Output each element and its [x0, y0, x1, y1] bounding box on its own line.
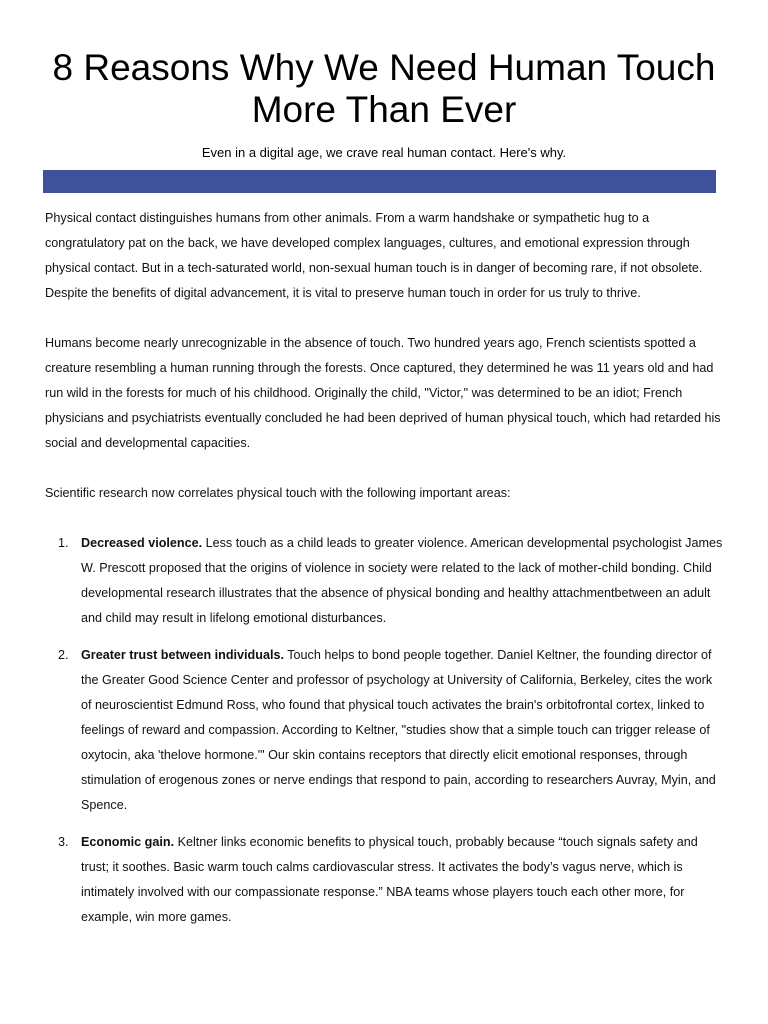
page-subtitle: Even in a digital age, we crave real human contact. Here's why. [201, 145, 567, 160]
article-body [45, 206, 725, 942]
page-title: 8 Reasons Why We Need Human Touch More Than Ever [52, 47, 716, 130]
list-item-lead: Economic gain. [81, 835, 175, 849]
header-divider-bar [43, 170, 716, 193]
list-item-number: 3. [58, 835, 69, 849]
paragraph-intro: Physical contact distinguishes humans from other animals. From a warm handshake or sympathetic hug to a congratulatory pat on the back, we have developed complex languages, cultures, and emotional expression through physical contact. But in a tech-saturated world, non-sexual human touch is in danger of becoming rare, if not obsolete. Despite the benefits of digital advancement, it is vital to preserve human touch in order for us truly to thrive. [45, 211, 703, 300]
paragraph-victor: Humans become nearly unrecognizable in the absence of touch. Two hundred years ago, French scientists spotted a creature resembling a human running through the forests. Once captured, they determined he was 11 years old and had run wild in the forests for much of his childhood. Originally the child, "Victor," was determined to be an idiot; French physicians and psychiatrists eventually concluded he had been deprived of human physical touch, which had retarded his social and developmental capacities. [45, 336, 721, 450]
reasons-list [45, 531, 725, 930]
list-item-text: Less touch as a child leads to greater violence. American developmental psychologist James W. Prescott proposed that the origins of violence in society were related to the lack of mother-child bonding. Child developmental research illustrates that the absence of physical bonding and healthy attachmentbetween an adult and child may result in lifelong emotional disturbances. [81, 536, 723, 625]
list-item [45, 830, 725, 930]
list-item-lead: Decreased violence. [81, 536, 203, 550]
list-item-text: Touch helps to bond people together. Daniel Keltner, the founding director of the Greater Good Science Center and professor of psychology at University of California, Berkeley, cites the work of neuroscientist Edmund Ross, who found that physical touch activates the brain's orbitofrontal cortex, linked to feelings of reward and compassion. According to Keltner, "studies show that a simple touch can trigger release of oxytocin, aka 'thelove hormone.'" Our skin contains receptors that directly elicit emotional responses, through stimulation of erogenous zones or nerve endings that respond to pain, according to researchers Auvray, Myin, and Spence. [81, 648, 716, 812]
list-item-number: 1. [58, 536, 69, 550]
list-item-number: 2. [58, 648, 69, 662]
list-item [45, 643, 725, 818]
paragraph-research: Scientific research now correlates physical touch with the following important areas: [45, 486, 511, 500]
list-item [45, 531, 725, 631]
list-item-lead: Greater trust between individuals. [81, 648, 284, 662]
list-item-text: Keltner links economic benefits to physical touch, probably because “touch signals safety and trust; it soothes. Basic warm touch calms cardiovascular stress. It activates the body’s vagus nerve, which is intimately involved with our compassionate response.” NBA teams whose players touch each other more, for example, win more games. [81, 835, 698, 924]
